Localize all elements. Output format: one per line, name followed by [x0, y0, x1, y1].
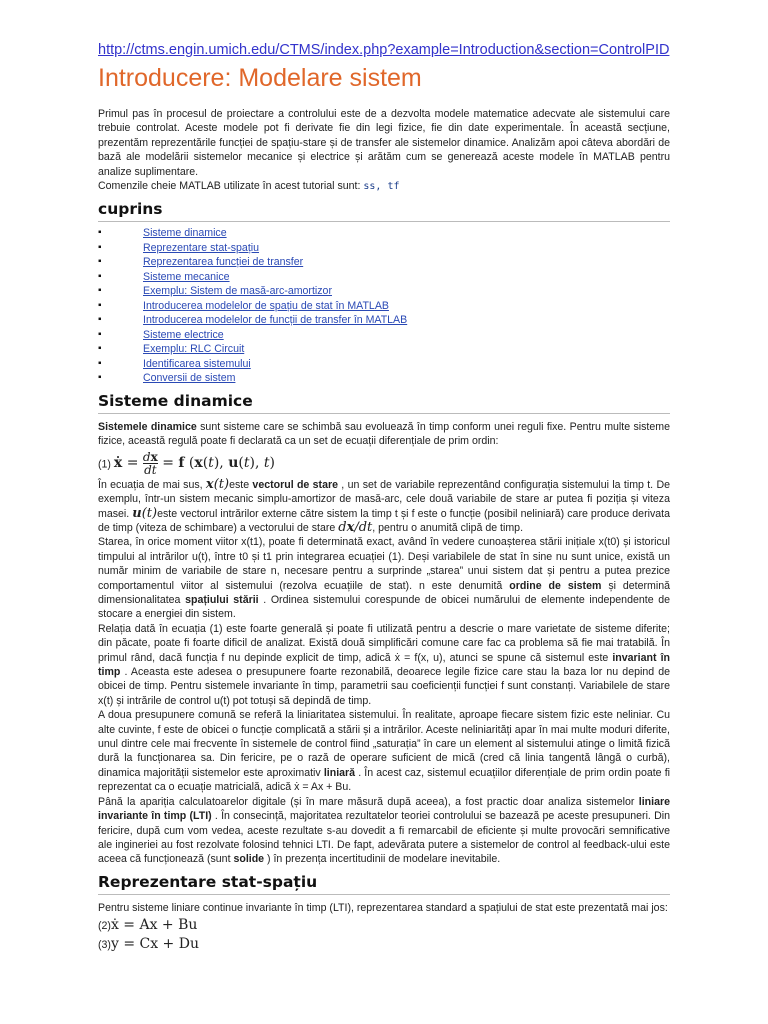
- s1-p3b: și determină dimensionalitatea: [98, 579, 671, 606]
- toc-item: [98, 299, 670, 314]
- toc-item: [98, 357, 670, 372]
- s1-p3c: . Ordinea sistemului corespunde de obicei numărului de elemente independente de stocare a energiei din sistem.: [98, 594, 670, 621]
- toc-link-identificare[interactable]: Identificarea sistemului: [143, 357, 251, 370]
- equation-1-formula: ẋ = $\frac{dx}{dt}$ = f (x(t), u(t), t): [113, 449, 275, 477]
- s1-paragraph-6: [98, 795, 670, 867]
- toc-item: [98, 371, 670, 386]
- toc-link-exemplu-masa-arc[interactable]: Exemplu: Sistem de masă-arc-amortizor: [143, 285, 332, 298]
- equation-2-formula: ẋ = Ax + Bu: [110, 917, 198, 934]
- toc-link-sisteme-electrice[interactable]: Sisteme electrice: [143, 328, 224, 341]
- s1-p2b: este: [229, 478, 253, 491]
- s2-paragraph-1: Pentru sisteme liniare continue invariante în timp (LTI), reprezentarea standard a spațiului de stat este prezentată mai jos:: [98, 901, 668, 914]
- commands-text: Comenzile cheie MATLAB utilizate în acest tutorial sunt:: [98, 180, 364, 193]
- s1-state-space-term: spațiului stării: [185, 594, 259, 606]
- toc-link-stat-spatiu[interactable]: Reprezentare stat-spațiu: [143, 241, 260, 254]
- toc-item: [98, 284, 670, 299]
- toc-link-exemplu-rlc[interactable]: Exemplu: RLC Circuit: [143, 343, 245, 356]
- s1-p6b: . În consecință, majoritatea rezultatelor teoriei controlului se bazează pe aceste presupuneri. Din fericire, după cum vom vedea, aceste rezultate s-au dovedit a fi remarcabil de eficiente și multe provocări semnificative ale ingineriei au fost rezolvate folosind tehnici LTI. De fapt, adevărata putere a sistemelor de control al feedback-ului este aceea că funcționează (sunt: [98, 810, 670, 866]
- s1-p2c: , un set de variabile reprezentând configurația sistemului la timp t. De exemplu, într-un sistem mecanic simplu-amortizor de masă-arc, cele două variabile de stare ar putea fi poziția și viteza masei.: [98, 478, 670, 520]
- toc-item: [98, 328, 670, 343]
- s1-p2e: , pentru o anumită clipă de timp.: [372, 521, 524, 534]
- u-of-t-symbol: u(t): [132, 505, 158, 521]
- equation-1-label: (1): [98, 458, 111, 471]
- toc-link-sisteme-mecanice[interactable]: Sisteme mecanice: [143, 270, 230, 283]
- s1-solid-term: solide: [233, 853, 265, 866]
- s1-paragraph-3: [98, 535, 670, 621]
- toc-link-modele-transfer-matlab[interactable]: Introducerea modelelor de funcții de transfer în MATLAB: [143, 314, 408, 327]
- toc-item: [98, 270, 670, 285]
- s1-p6c: ) în prezența incertitudinii de modelare inevitabile.: [264, 853, 501, 866]
- s1-p4b: . Aceasta este adesea o presupunere foarte rezonabilă, deoarece legile fizice care stau la baza lor nu depind de obicei de timp. Pentru sistemele invariante în timp, parametrii sau coeficienții funcției f sunt constanți. Variabilele de stare x(t) și intrările de control u(t) pot totuși să depindă de timp.: [98, 666, 670, 707]
- s1-paragraph-4: [98, 622, 670, 708]
- s1-p4: Relația dată în ecuația (1) este foarte generală și poate fi utilizată pentru a descrie o mare varietate de sisteme diferite; din păcate, poate fi foarte dificil de analizat. Există două simplificări comune care fac ca problema să fie mai tratabilă. În primul rând, dacă funcția f nu depinde explicit de timp, adică ẋ = f(x, u), atunci se spune că sistemul este: [98, 622, 670, 664]
- source-url-link[interactable]: http://ctms.engin.umich.edu/CTMS/index.php?example=Introduction&section=ControlPID: [98, 42, 670, 58]
- toc-item: [98, 313, 670, 328]
- s1-p2d: este vectorul intrărilor externe către sistem la timp t și f este o funcție (posibil neliniară) care produce derivata de timp (viteza de schimbare) a vectorului de stare: [98, 507, 670, 534]
- equation-3: [98, 936, 670, 953]
- toc-link-functie-transfer[interactable]: Reprezentarea funcției de transfer: [143, 256, 304, 269]
- equation-3-formula: y = Cx + Du: [110, 936, 199, 953]
- toc-link-conversii[interactable]: Conversii de sistem: [143, 372, 236, 385]
- toc-item: [98, 342, 670, 357]
- toc-heading: cuprins: [98, 194, 670, 222]
- s1-term-bold: Sistemele dinamice: [98, 420, 197, 433]
- equation-2: [98, 917, 670, 934]
- s1-p6a: Până la apariția calculatoarelor digitale (și în mare măsură după aceea), a fost practic doar analiza sistemelor: [98, 795, 639, 808]
- toc-item: [98, 226, 670, 241]
- s1-p5b: . În acest caz, sistemul ecuațiilor diferențiale de prim ordin poate fi reprezentat ca o ecuație matricială, adică ẋ = Ax + Bu.: [98, 766, 670, 794]
- s1-linear-term: liniară: [323, 766, 356, 779]
- toc-link-sisteme-dinamice[interactable]: Sisteme dinamice: [143, 227, 227, 240]
- section-heading-sisteme-dinamice: Sisteme dinamice: [98, 386, 670, 414]
- toc-list: [98, 226, 670, 386]
- s1-p3: Starea, în orice moment viitor x(t1), poate fi determinată exact, având în vedere cunoașterea stării inițiale x(t0) și istoricul timpului al intrărilor u(t), între t0 și t1 prin integrarea ecuației (1). Deși variabilele de stat în sine nu sunt unice, există un număr minim de variabile de stare n, necesare pentru a surprinde „starea” unui sistem dat și pentru a putea prezice comportamentul viitor al sistemului (rezolva ecuațiile de stat). n este denumită: [98, 536, 670, 592]
- toc-item: [98, 241, 670, 256]
- s1-time-invariant-term: invariant în timp: [98, 651, 670, 679]
- s1-p1-text: sunt sisteme care se schimbă sau evoluează în timp conform unei reguli fixe. Pentru multe sisteme fizice, această regulă poate fi declarată ca un set de ecuații diferențiale de prim ordin:: [98, 420, 670, 448]
- s1-p5: A doua presupunere comună se referă la liniaritatea sistemului. În realitate, aproape fiecare sistem fizic este neliniar. Cu alte cuvinte, f este de obicei o funcție complicată a stării și a intrărilor. Aceste neliniarități apar în mai multe moduri diferite, unul dintre cele mai frecvente în sistemele de control fiind „saturația” în care un element al sistemului atinge o limită fizică dură la funcționarea sa. Din fericire, pe o rază de operare suficient de mică (cred că linia tangentă lângă o curbă), dinamica majorității sistemelor este aproximativ: [98, 709, 670, 779]
- commands-line: [98, 179, 670, 194]
- s1-paragraph-5: [98, 708, 670, 794]
- equation-3-label: (3): [98, 939, 111, 952]
- intro-paragraph: Primul pas în procesul de proiectare a controlului este de a dezvolta modele matematice adecvate ale sistemului care trebuie controlat. Aceste modele pot fi derivate fie din legi fizice, fie din date experimentale. În această secțiune, prezentăm reprezentările funcției de spațiu-stare și de transfer ale sistemelor dinamice. Analizăm apoi câteva abordări de bază ale modelării sistemelor mecanice și electrice și arătăm cum se generează aceste modele în MATLAB pentru analize suplimentare.: [98, 108, 670, 178]
- x-of-t-symbol: x(t): [205, 476, 230, 492]
- toc-item: [98, 255, 670, 270]
- page-title: Introducere: Modelare sistem: [98, 64, 422, 92]
- equation-2-label: (2): [98, 920, 111, 933]
- s1-state-vector-term: vectorul de stare: [252, 478, 338, 491]
- s1-paragraph-2: [98, 478, 670, 536]
- s1-paragraph-1: [98, 420, 670, 449]
- s1-lti-term: liniare invariante în timp (LTI): [98, 795, 670, 823]
- equation-1: [98, 451, 670, 476]
- commands-code: ss, tf: [363, 181, 400, 193]
- dx-dt-symbol: dx/dt: [338, 519, 373, 535]
- s1-p2a: În ecuația de mai sus,: [98, 478, 206, 491]
- toc-link-modele-spatiu-stat-matlab[interactable]: Introducerea modelelor de spațiu de stat în MATLAB: [143, 299, 389, 312]
- s1-system-order-term: ordine de sistem: [509, 579, 602, 592]
- section-heading-stat-spatiu: Reprezentare stat-spațiu: [98, 867, 670, 895]
